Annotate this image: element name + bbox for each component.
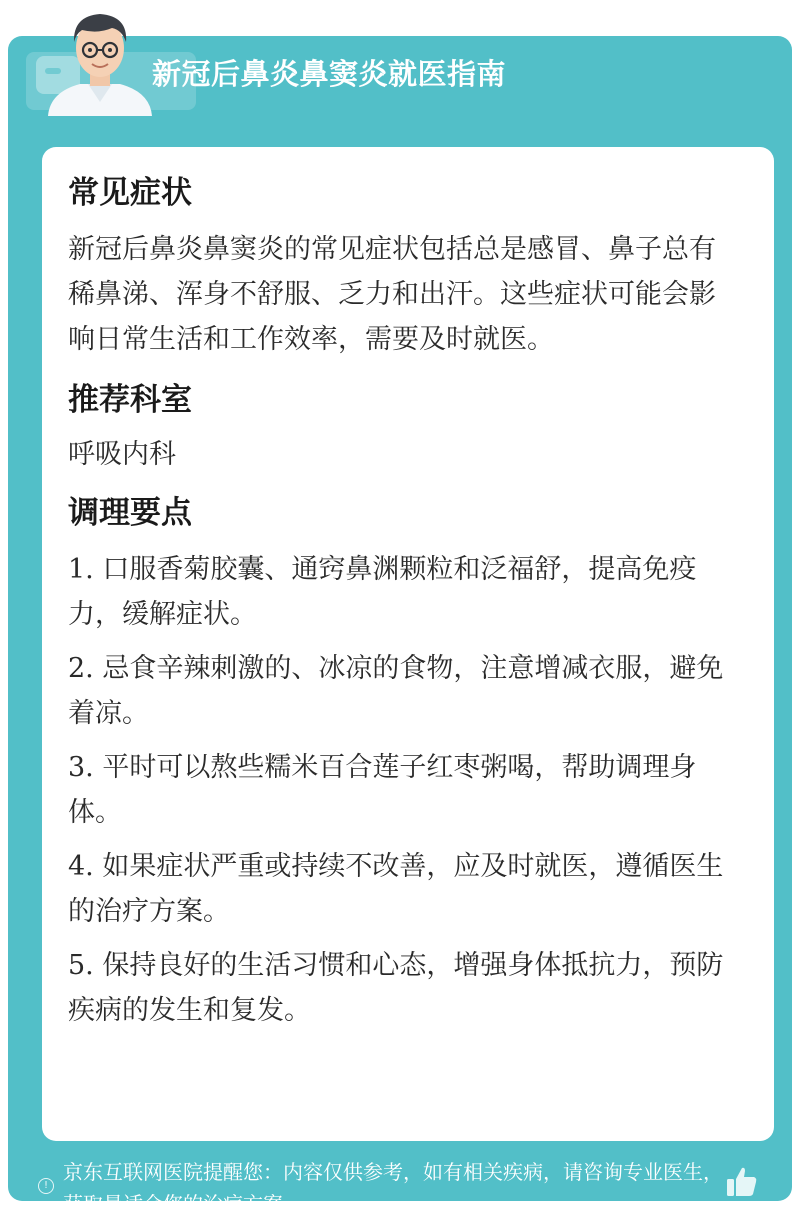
disclaimer-text: 京东互联网医院提醒您：内容仅供参考，如有相关疾病，请咨询专业医生，获取最适合您的治疗方案 [63, 1160, 723, 1216]
care-heading: 调理要点 [68, 495, 192, 531]
symptoms-heading: 常见症状 [68, 175, 192, 211]
care-item: 1. 口服香菊胶囊、通窍鼻渊颗粒和泛福舒，提高免疫力，缓解症状。 [68, 554, 697, 630]
info-icon: ! [38, 1178, 54, 1194]
disclaimer-footer [8, 1124, 792, 1216]
department-text: 呼吸内科 [68, 439, 176, 470]
care-item: 2. 忌食辛辣刺激的、冰凉的食物，注意增减衣服，避免着凉。 [68, 653, 724, 729]
card-content [68, 165, 736, 1042]
care-item: 4. 如果症状严重或持续不改善，应及时就医，遵循医生的治疗方案。 [68, 851, 724, 927]
thumbs-up-icon[interactable] [724, 1164, 760, 1200]
care-item: 3. 平时可以熬些糯米百合莲子红枣粥喝，帮助调理身体。 [68, 752, 697, 828]
doctor-avatar [40, 4, 160, 116]
department-heading: 推荐科室 [68, 382, 192, 418]
care-list [68, 547, 736, 1033]
guide-frame [8, 36, 792, 1216]
page-title: 新冠后鼻炎鼻窦炎就医指南 [152, 57, 507, 91]
symptoms-text: 新冠后鼻炎鼻窦炎的常见症状包括总是感冒、鼻子总有稀鼻涕、浑身不舒服、乏力和出汗。这些症状可能会影响日常生活和工作效率，需要及时就医。 [68, 234, 716, 355]
care-item: 5. 保持良好的生活习惯和心态，增强身体抵抗力，预防疾病的发生和复发。 [68, 950, 724, 1026]
content-card [42, 147, 774, 1141]
